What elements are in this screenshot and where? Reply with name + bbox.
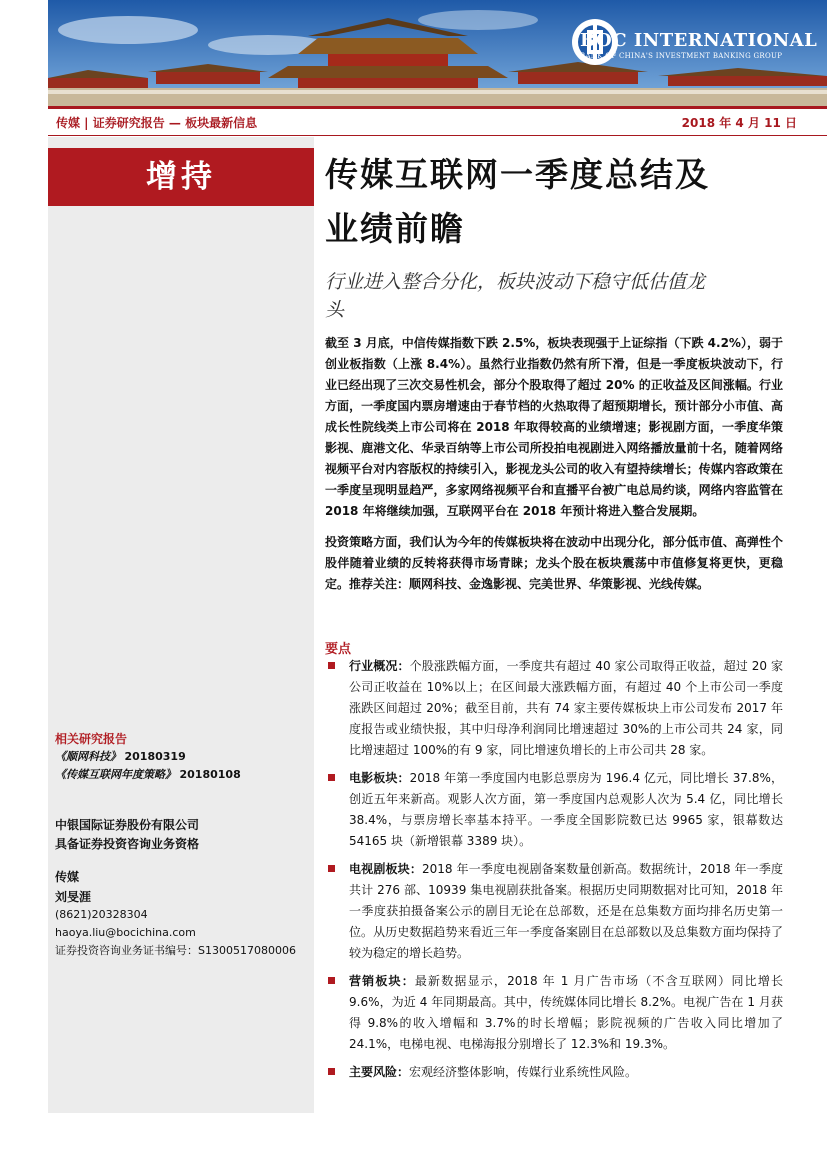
key-point-item (325, 656, 783, 761)
related-reports (55, 730, 241, 784)
key-point-text: 宏观经济整体影响，传媒行业系统性风险。 (409, 1065, 638, 1079)
key-point-label: 主要风险： (349, 1065, 410, 1079)
company-info (55, 816, 199, 854)
related-report-title: 《传媒互联网年度策略》 (55, 768, 176, 781)
report-title-line1: 传媒互联网一季度总结及 (325, 155, 710, 194)
brand-name: BOC INTERNATIONAL (580, 30, 818, 51)
header-banner (48, 0, 827, 106)
key-point-label: 电视剧板块： (349, 862, 423, 876)
sidebar-panel (48, 137, 314, 1113)
key-point-text: 2018 年第一季度国内电影总票房为 196.4 亿元，同比增长 37.8%，创近五年来新高。观影人次方面，第一季度国内总观影人次为 5.4 亿，同比增长 38.4%，与票房增长率基本持平。一季度全国影院数已达 9965 家，银幕数达 54165 块（新增银幕 3389 块）。 (349, 771, 783, 848)
key-point-label: 营销板块： (349, 974, 415, 988)
report-title (325, 148, 805, 256)
brand-logo (580, 30, 817, 60)
analyst-sector: 传媒 (55, 870, 80, 884)
bullet-square-icon (328, 662, 335, 669)
analyst-license: 证券投资咨询业务证书编号：S1300517080006 (55, 944, 296, 957)
report-category: 传媒 | 证券研究报告 — 板块最新信息 (56, 116, 258, 130)
key-point-text: 个股涨跌幅方面，一季度共有超过 40 家公司取得正收益，超过 20 家公司正收益在 10%以上；在区间最大涨跌幅方面，有超过 40 个上市公司一季度涨跌区间超过 20%；截至目前，共有 74 家主要传媒板块上市公司发布 2017 年度报告或业绩快报，其中归母净利润同比增速超过 30%的上市公司共 24 家，同比增速超过 100%的有 9 家，同比增速负增长的上市公司共 28 家。 (349, 659, 783, 757)
bullet-square-icon (328, 1068, 335, 1075)
report-subtitle (325, 268, 805, 324)
key-point-label: 行业概况： (349, 659, 410, 673)
brand-tagline: BANK OF CHINA'S INVESTMENT BANKING GROUP (580, 52, 783, 60)
report-title-line2: 业绩前瞻 (325, 209, 465, 248)
related-report-item[interactable] (55, 766, 241, 784)
key-point-item (325, 971, 783, 1055)
key-point-text: 最新数据显示，2018 年 1 月广告市场（不含互联网）同比增长 9.6%，为近 4 年同期最高。其中，传统媒体同比增长 8.2%。电视广告在 1 月获得 9.8%的收入增幅和 3.7%的时长增幅；影院视频的广告收入同比增加了 24.1%，电梯电视、电梯海报分别增长了 12.3%和 19.3%。 (349, 974, 783, 1051)
key-points-heading: 要点 (325, 642, 352, 657)
summary-paragraph-2: 投资策略方面，我们认为今年的传媒板块将在波动中出现分化，部分低市值、高弹性个股伴随着业绩的反转将获得市场青睐；龙头个股在板块震荡中市值修复将更快，更稳定。推荐关注：顺网科技、金逸影视、完美世界、华策影视、光线传媒。 (325, 535, 783, 591)
related-report-title: 《顺网科技》 (55, 750, 121, 763)
report-subtitle-line2: 头 (325, 299, 345, 321)
analyst-phone: (8621)20328304 (55, 908, 148, 921)
analyst-email[interactable]: haoya.liu@bocichina.com (55, 926, 196, 939)
key-point-text: 2018 年一季度电视剧备案数量创新高。数据统计，2018 年一季度共计 276 部、10939 集电视剧获批备案。根据历史同期数据对比可知，2018 年一季度获拍摄备案公示的剧目无论在总部数，还是在总集数方面均排名历史第一位。从历史数据趋势来看近三年一季度备案剧目在总部数以及总集数方面均保持了较为稳定的增长趋势。 (349, 862, 783, 960)
report-header (48, 109, 827, 136)
related-reports-heading: 相关研究报告 (55, 732, 128, 746)
related-report-code: 20180108 (179, 768, 241, 781)
bullet-square-icon (328, 977, 335, 984)
company-name: 中银国际证券股份有限公司 (55, 818, 200, 832)
report-subtitle-line1: 行业进入整合分化，板块波动下稳守低估值龙 (325, 271, 706, 293)
key-point-label: 电影板块： (349, 771, 410, 785)
rating-badge: 增持 (48, 148, 314, 206)
key-point-item (325, 859, 783, 964)
related-report-item[interactable] (55, 748, 241, 766)
key-point-item (325, 768, 783, 852)
company-qualification: 具备证券投资咨询业务资格 (55, 837, 200, 851)
report-date: 2018 年 4 月 11 日 (681, 116, 797, 130)
key-points-list (325, 656, 783, 1090)
bullet-square-icon (328, 774, 335, 781)
analyst-name: 刘旻涯 (55, 890, 92, 904)
related-report-code: 20180319 (124, 750, 186, 763)
summary-paragraph-1: 截至 3 月底，中信传媒指数下跌 2.5%，板块表现强于上证综指（下跌 4.2%），弱于创业板指数（上涨 8.4%）。虽然行业指数仍然有所下滑，但是一季度板块波动下，行业已经出现了三次交易性机会，部分个股取得了超过 20% 的正收益及区间涨幅。行业方面，一季度国内票房增速由于春节档的火热取得了超预期增长，预计部分小市值、高成长性院线类上市公司将在 2018 年取得较高的业绩增速；影视剧方面，一季度华策影视、鹿港文化、华录百纳等上市公司所投拍电视剧进入网络播放量前十名，随着网络视频平台对内容版权的持续引入，影视龙头公司的收入有望持续增长；传媒内容政策在一季度呈现明显趋严，多家网络视频平台和直播平台被广电总局约谈，网络内容监管在 2018 年将继续加强，互联网平台在 2018 年预计将进入整合发展期。 (325, 336, 783, 518)
analyst-info (55, 868, 296, 960)
summary-section (325, 333, 783, 605)
key-point-item (325, 1062, 783, 1083)
bullet-square-icon (328, 865, 335, 872)
